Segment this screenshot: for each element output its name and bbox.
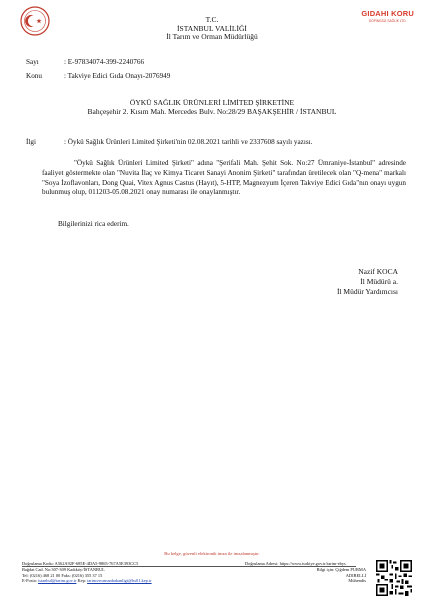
footer-address: Bağdat Cad. No:307-309 Kadıköy/İSTANBUL [22, 567, 105, 572]
header-line-1: T.C. [205, 15, 219, 24]
email-link[interactable]: istanbul@tarim.gov.tr [37, 578, 77, 583]
verification-code: Doğrulama Kodu: A562A92F-685E-4DA5-9865-767A5E393CC5 [22, 561, 139, 566]
addressee [0, 98, 424, 116]
addressee-address: Bahçeşehir 2. Kısım Mah. Mercedes Bulv. No:28/29 BAŞAKŞEHİR / İSTANBUL [87, 107, 337, 116]
info-line-1: Bilgi için: Çiğdem PURMA [316, 567, 366, 572]
footer-phone: Tel: (0216) 468 21 00 Faks: (0216) 355 37 15 [22, 572, 103, 578]
signer-title-1: İl Müdürü a. [360, 276, 398, 286]
konu-row [26, 72, 170, 80]
ilgi-value: : Öykü Sağlık Ürünleri Limited Şirketi'nin 02.08.2021 tarihli ve 2337608 sayılı yazısı. [64, 138, 313, 146]
header-line-2: İSTANBUL VALİLİĞİ [177, 23, 247, 33]
email-label: E-Posta: [22, 578, 38, 583]
brand-subtitle: DOPİNGSİZ SAĞLIK LTD. [368, 19, 407, 23]
signature-block [337, 267, 398, 296]
kep-label: Kep: [76, 578, 88, 583]
sayi-label: Sayı [26, 58, 39, 66]
footer-email-row [22, 578, 152, 584]
brand-name: GIDAHI KORU [361, 9, 414, 18]
ilgi-row [26, 138, 312, 146]
ilgi-label: İlgi [26, 138, 36, 146]
footer-contact [22, 567, 152, 584]
sayi-value: : E-97834074-399-2240766 [64, 58, 145, 66]
verification-address: Doğrulama Adresi: https://www.turkiye.gov.tr/tarim-ebys [245, 561, 346, 566]
body-paragraph: "Öykü Sağlık Ürünleri Limited Şirketi" adına "Şerifali Mah. Şehit Sok. No:27 Ümraniye-İstanbul" adresinde faaliyet göstermekte olan "Nuvita İlaç ve Kimya Ticaret Sanayi Anonim Şirketi" tarafından üretilecek olan "Q-mena" markalı "Soya İzoflavonları, Dong Quai, Vitex Agnus Castus (Hayıt), 5-HTP, Magnezyum İçeren Takviye Edici Gıda"nın onayı uygun bulunmuş olup, 011203-05.08.2021 onay numarası ile onaylanmıştır. [42, 159, 406, 197]
kep-link[interactable]: tarimveormanbakanligi@hs01.kep.tr [87, 578, 152, 583]
konu-label: Konu [26, 72, 42, 80]
footer-info [317, 567, 366, 584]
info-line-3: Mühendis [348, 578, 366, 583]
info-line-2: ADIBELLİ [345, 572, 366, 578]
sayi-row [26, 58, 144, 66]
konu-value: : Takviye Edici Gıda Onayı-2076949 [64, 72, 171, 80]
header-line-3: İl Tarım ve Orman Müdürlüğü [166, 32, 258, 41]
e-signature-note: Bu belge, güvenli elektronik imza ile imzalanmıştır. [164, 551, 260, 556]
addressee-company: ÖYKÜ SAĞLIK ÜRÜNLERİ LİMİTED ŞİRKETİNE [129, 98, 295, 107]
signer-title-2: İl Müdür Yardımcısı [336, 286, 398, 296]
letterhead [0, 16, 424, 42]
signer-name: Nazif KOCA [358, 267, 398, 276]
regards-line: Bilgilerinizi rica ederim. [58, 220, 129, 228]
qr-code [376, 560, 412, 596]
